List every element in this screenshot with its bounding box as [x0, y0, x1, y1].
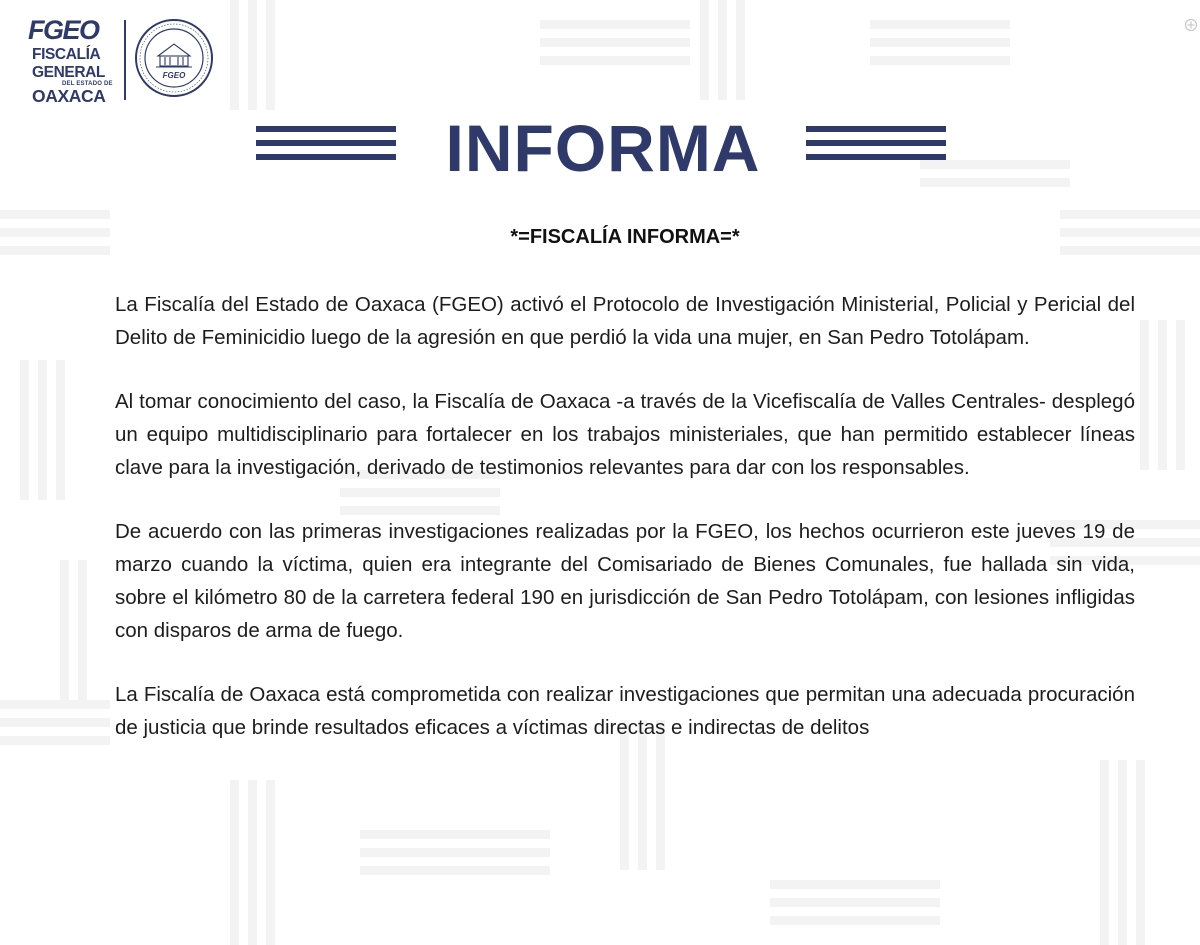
logo-line-general: GENERAL	[32, 64, 105, 81]
paragraph: La Fiscalía del Estado de Oaxaca (FGEO) activó el Protocolo de Investigación Ministerial, Policial y Pericial del Delito de Feminicidio luego de la agresión en que perdió la vida una mujer, en San Pedro Totolápam.	[115, 293, 1135, 349]
corner-mark-icon	[1184, 18, 1198, 32]
heading-stripes-left	[256, 126, 396, 168]
heading-stripes-right	[806, 126, 946, 168]
fiscalia-seal-icon	[134, 18, 214, 98]
paragraph: Al tomar conocimiento del caso, la Fiscalía de Oaxaca -a través de la Vicefiscalía de Valles Centrales- desplegó un equipo multidisciplinario para fortalecer en los trabajos ministeriales, que han permitido establecer líneas clave para la investigación, derivado de testimonios relevantes para dar con los responsables.	[115, 390, 1135, 479]
paragraph: De acuerdo con las primeras investigaciones realizadas por la FGEO, los hechos ocurrieron este jueves 19 de marzo cuando la víctima, quien era integrante del Comisariado de Bienes Comunales, fue hallada sin vida, sobre el kilómetro 80 de la carretera federal 190 en jurisdicción de San Pedro Totolápam, con lesiones infligidas con disparos de arma de fuego.	[115, 520, 1135, 642]
paragraph: La Fiscalía de Oaxaca está comprometida con realizar investigaciones que permitan una adecuada procuración de justicia que brinde resultados eficaces a víctimas directas e indirectas de delitos	[115, 683, 1135, 739]
informa-heading	[0, 110, 1200, 186]
fgeo-logo	[28, 16, 228, 106]
logo-line-oaxaca: OAXACA	[32, 86, 106, 106]
logo-line-del-estado: DEL ESTADO DE	[62, 81, 113, 87]
logo-divider	[124, 20, 126, 100]
logo-line-fiscalia: FISCALÍA	[32, 46, 101, 63]
fgeo-brand-mark: FGEO	[28, 15, 99, 45]
document-body	[115, 288, 1135, 775]
informa-title: INFORMA	[445, 111, 761, 185]
document-subtitle: *=FISCALÍA INFORMA=*	[510, 226, 740, 248]
seal-label: FGEO	[162, 71, 186, 80]
